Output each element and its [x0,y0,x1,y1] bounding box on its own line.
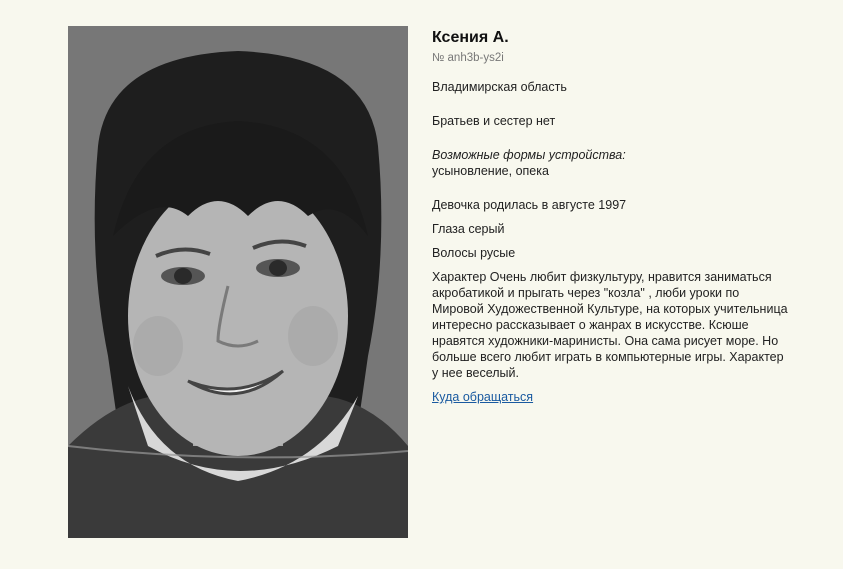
placement-forms-label: Возможные формы устройства: [432,148,626,162]
profile-info [432,28,792,405]
contact-link[interactable]: Куда обращаться [432,390,534,404]
eyes-text: Глаза серый [432,222,505,236]
birth-text: Девочка родилась в августе 1997 [432,198,627,212]
character-text: Характер Очень любит физкультуру, нравится заниматься акробатикой и прыгать через "козла" , люби уроки по Мировой Художественной Культуре, на которых учительница интересно рассказывает о жанрах в искусстве. Ксюше нравятся художники-маринисты. Она сама рисует море. Но больше всего любит играть в компьютерные игры. Характер у нее веселый. [432,270,788,380]
region-text: Владимирская область [432,80,567,94]
hair-text: Волосы русые [432,246,516,260]
child-photo [68,26,408,538]
profile-id: № anh3b-ys2i [432,52,504,64]
siblings-text: Братьев и сестер нет [432,114,556,128]
placement-forms-value: усыновление, опека [432,164,549,178]
placement-forms [432,147,792,179]
child-name: Ксения А. [432,29,509,46]
